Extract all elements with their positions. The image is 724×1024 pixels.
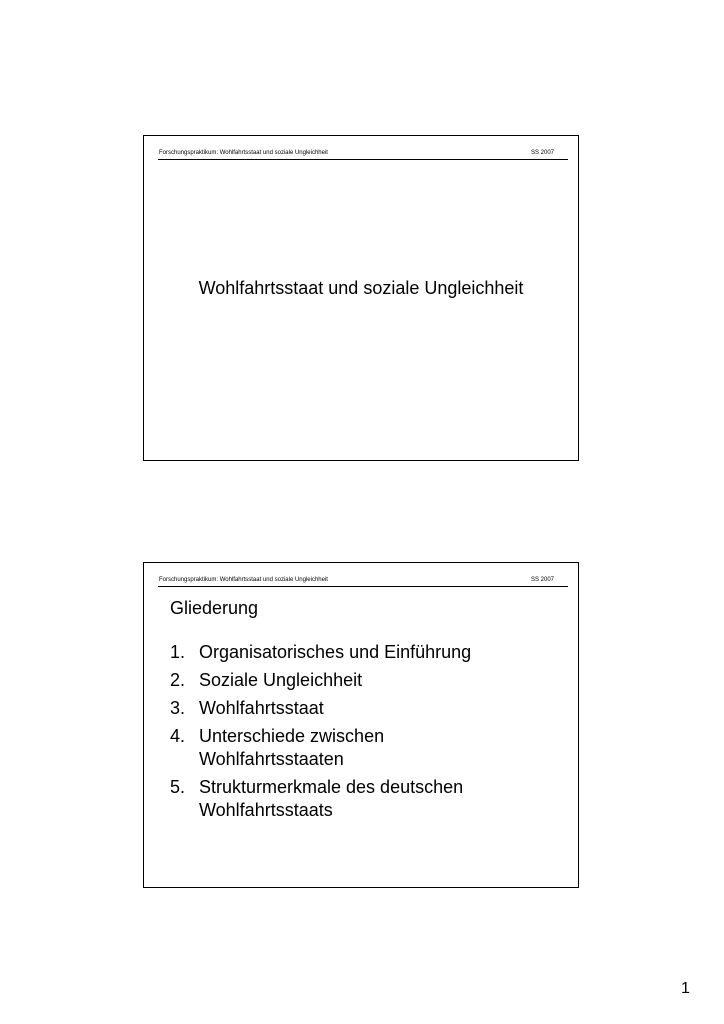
slide-header — [158, 575, 568, 587]
item-number: 3. — [170, 698, 186, 718]
item-text: Unterschiede zwischen — [199, 726, 385, 746]
item-text-continued: Wohlfahrtsstaaten — [199, 749, 344, 769]
outline-item — [170, 669, 570, 692]
item-number: 1. — [170, 642, 186, 662]
header-course-title: Forschungspraktikum: Wohlfahrtsstaat und soziale Ungleichheit — [159, 577, 328, 583]
item-number: 5. — [170, 777, 186, 797]
slide-main-title: Wohlfahrtsstaat und soziale Ungleichheit — [198, 278, 524, 298]
page-number: 1 — [681, 980, 690, 997]
outline-item — [170, 641, 570, 664]
slide-outline — [143, 562, 579, 888]
item-text-continued: Wohlfahrtsstaats — [199, 800, 333, 820]
outline-list — [170, 641, 570, 827]
item-text: Organisatorisches und Einführung — [199, 642, 472, 662]
slide-header — [158, 148, 568, 160]
slide-title — [143, 135, 579, 461]
item-text: Strukturmerkmale des deutschen — [199, 777, 464, 797]
item-text: Soziale Ungleichheit — [199, 670, 363, 690]
outline-heading: Gliederung — [170, 598, 259, 618]
header-semester: SS 2007 — [530, 577, 554, 583]
header-semester: SS 2007 — [530, 150, 554, 156]
outline-item — [170, 697, 570, 720]
header-course-title: Forschungspraktikum: Wohlfahrtsstaat und soziale Ungleichheit — [159, 150, 328, 156]
item-text: Wohlfahrtsstaat — [199, 698, 324, 718]
outline-item — [170, 776, 570, 822]
item-number: 2. — [170, 670, 186, 690]
outline-item — [170, 725, 570, 771]
item-number: 4. — [170, 726, 186, 746]
